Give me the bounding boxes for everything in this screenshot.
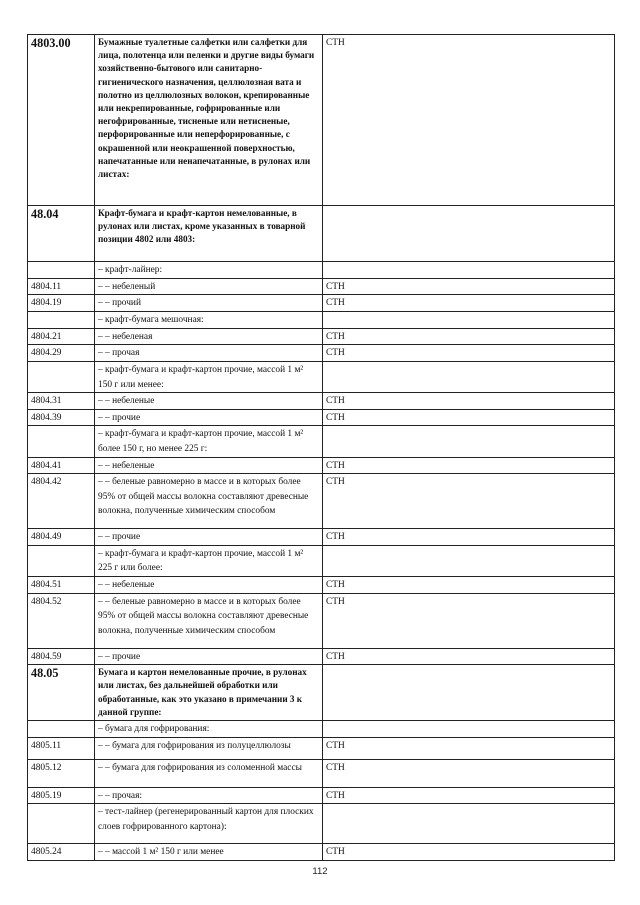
note-cell: СТН (323, 787, 615, 804)
description-cell: – – небеленые (95, 457, 323, 474)
note-cell (323, 426, 615, 457)
note-cell: СТН (323, 328, 615, 345)
description-cell: – бумага для гофрирования: (95, 721, 323, 738)
note-cell: СТН (323, 529, 615, 546)
note-cell (323, 804, 615, 844)
note-cell: СТН (323, 576, 615, 593)
note-cell: СТН (323, 345, 615, 362)
table-row (28, 759, 615, 787)
table-row (28, 328, 615, 345)
note-cell: СТН (323, 759, 615, 787)
description-cell: – – прочие (95, 409, 323, 426)
note-cell (323, 262, 615, 279)
table-row (28, 345, 615, 362)
table-row (28, 648, 615, 665)
note-cell (323, 545, 615, 576)
note-cell (323, 665, 615, 721)
table-row (28, 409, 615, 426)
table-row (28, 593, 615, 648)
description-cell: – крафт-лайнер: (95, 262, 323, 279)
code-cell: 4804.52 (28, 593, 95, 648)
description-cell: – – беленые равномерно в массе и в которых более 95% от общей массы волокна составляют древесные волокна, полученные химическим способом (95, 474, 323, 529)
table-row (28, 721, 615, 738)
code-cell: 48.05 (28, 665, 95, 721)
table-row (28, 737, 615, 759)
code-cell: 4804.41 (28, 457, 95, 474)
table-row (28, 311, 615, 328)
table-row (28, 576, 615, 593)
code-cell: 4805.19 (28, 787, 95, 804)
code-cell: 48.04 (28, 206, 95, 262)
code-cell (28, 426, 95, 457)
code-cell: 4803.00 (28, 35, 95, 206)
note-cell: СТН (323, 648, 615, 665)
code-cell (28, 262, 95, 279)
description-cell: – – прочие (95, 648, 323, 665)
description-cell: – крафт-бумага и крафт-картон прочие, массой 1 м² 150 г или менее: (95, 361, 323, 392)
table-row (28, 295, 615, 312)
tariff-table-body (28, 35, 615, 861)
description-cell: – – прочая (95, 345, 323, 362)
note-cell: СТН (323, 393, 615, 410)
code-cell (28, 721, 95, 738)
note-cell: СТН (323, 593, 615, 648)
table-row (28, 545, 615, 576)
table-row (28, 393, 615, 410)
description-cell: – – бумага для гофрирования из полуцеллюлозы (95, 737, 323, 759)
note-cell: СТН (323, 737, 615, 759)
description-cell: Бумажные туалетные салфетки или салфетки для лица, полотенца или пеленки и другие виды бумаги хозяйственно-бытового или санитарно-гигиенического назначения, целлюлозная вата и полотно из целлюлозных волокон, крепированные или некрепированные, гофрированные или негофрированные, тисненые или нетисненые, перфорированные или неперфорированные, с окрашенной или неокрашенной поверхностью, напечатанные или ненапечатанные, в рулонах или листах: (95, 35, 323, 206)
code-cell: 4804.21 (28, 328, 95, 345)
note-cell: СТН (323, 457, 615, 474)
description-cell: – тест-лайнер (регенерированный картон для плоских слоев гофрированного картона): (95, 804, 323, 844)
note-cell (323, 311, 615, 328)
description-cell: – – небеленая (95, 328, 323, 345)
note-cell: СТН (323, 278, 615, 295)
description-cell: – – прочий (95, 295, 323, 312)
code-cell (28, 311, 95, 328)
table-row (28, 426, 615, 457)
table-row (28, 262, 615, 279)
note-cell (323, 206, 615, 262)
note-cell: СТН (323, 844, 615, 861)
description-cell: – крафт-бумага мешочная: (95, 311, 323, 328)
description-cell: – – небеленый (95, 278, 323, 295)
note-cell (323, 721, 615, 738)
table-row (28, 278, 615, 295)
description-cell: – – небеленые (95, 576, 323, 593)
code-cell: 4804.29 (28, 345, 95, 362)
description-cell: – – прочая: (95, 787, 323, 804)
code-cell: 4804.51 (28, 576, 95, 593)
description-cell: – – беленые равномерно в массе и в которых более 95% от общей массы волокна составляют древесные волокна, полученные химическим способом (95, 593, 323, 648)
code-cell: 4804.19 (28, 295, 95, 312)
description-cell: Крафт-бумага и крафт-картон немелованные, в рулонах или листах, кроме указанных в товарной позиции 4802 или 4803: (95, 206, 323, 262)
code-cell: 4804.11 (28, 278, 95, 295)
code-cell (28, 545, 95, 576)
table-row (28, 206, 615, 262)
description-cell: – крафт-бумага и крафт-картон прочие, массой 1 м² более 150 г, но менее 225 г: (95, 426, 323, 457)
tariff-table (27, 34, 615, 861)
table-row (28, 665, 615, 721)
code-cell: 4805.12 (28, 759, 95, 787)
code-cell: 4804.49 (28, 529, 95, 546)
code-cell: 4804.59 (28, 648, 95, 665)
table-row (28, 35, 615, 206)
description-cell: Бумага и картон немелованные прочие, в рулонах или листах, без дальнейшей обработки или обработанные, как это указано в примечании 3 к данной группе: (95, 665, 323, 721)
note-cell: СТН (323, 295, 615, 312)
note-cell: СТН (323, 35, 615, 206)
code-cell: 4804.31 (28, 393, 95, 410)
description-cell: – – бумага для гофрирования из соломенной массы (95, 759, 323, 787)
table-row (28, 474, 615, 529)
code-cell: 4805.11 (28, 737, 95, 759)
code-cell: 4804.39 (28, 409, 95, 426)
description-cell: – крафт-бумага и крафт-картон прочие, массой 1 м² 225 г или более: (95, 545, 323, 576)
description-cell: – – небеленые (95, 393, 323, 410)
note-cell: СТН (323, 409, 615, 426)
table-row (28, 361, 615, 392)
table-row (28, 804, 615, 844)
note-cell (323, 361, 615, 392)
table-row (28, 457, 615, 474)
code-cell (28, 361, 95, 392)
code-cell (28, 804, 95, 844)
description-cell: – – массой 1 м² 150 г или менее (95, 844, 323, 861)
page-number: 112 (312, 866, 328, 877)
code-cell: 4804.42 (28, 474, 95, 529)
table-row (28, 844, 615, 861)
note-cell: СТН (323, 474, 615, 529)
table-row (28, 787, 615, 804)
code-cell: 4805.24 (28, 844, 95, 861)
table-row (28, 529, 615, 546)
description-cell: – – прочие (95, 529, 323, 546)
